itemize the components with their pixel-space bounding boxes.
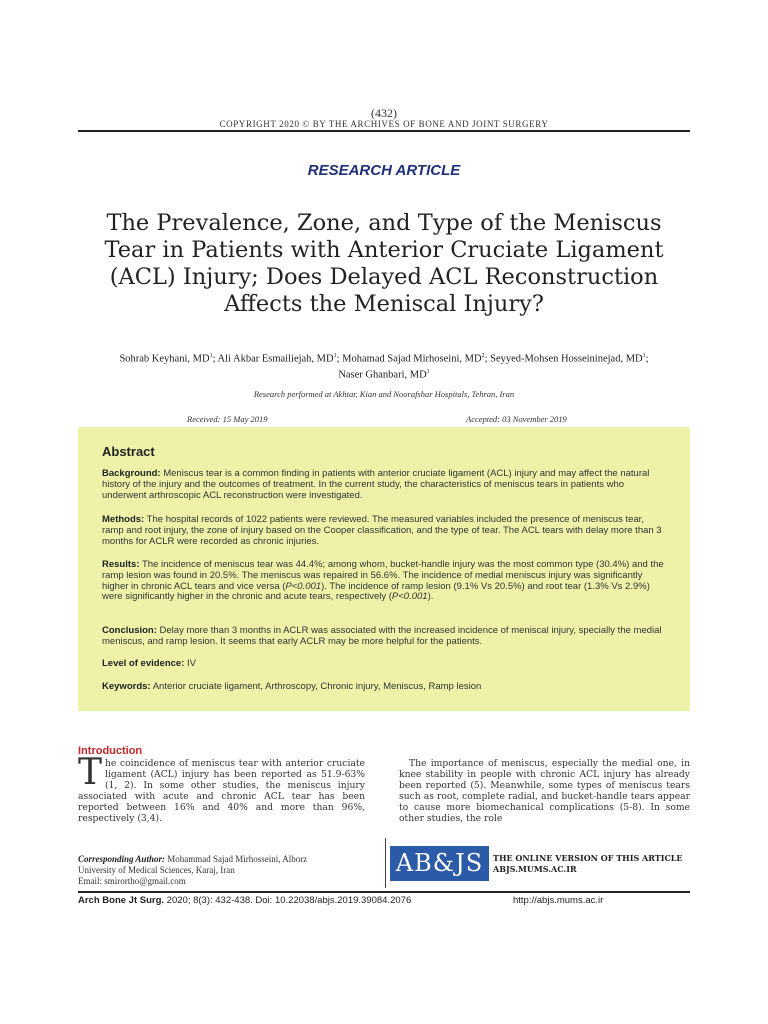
corresponding-email[interactable]: Email: smirortho@gmail.com <box>78 876 186 886</box>
research-affiliation: Research performed at Akhtar, Kian and Noorafshar Hospitals, Tehran, Iran <box>253 389 515 399</box>
journal-abbrev: Arch Bone Jt Surg. <box>78 895 165 906</box>
abstract-keywords <box>102 682 667 693</box>
results-text: ). <box>427 591 434 603</box>
received-date: Received: 15 May 2019 <box>187 414 268 424</box>
introduction-column-1 <box>78 752 365 824</box>
abstract-level-of-evidence <box>102 659 667 670</box>
author-affiliation-mark: 1 <box>642 353 646 359</box>
keywords-label: Keywords: <box>102 681 151 692</box>
level-text: IV <box>184 658 196 669</box>
level-label: Level of evidence: <box>102 658 185 669</box>
header-rule <box>78 130 690 132</box>
introduction-heading: Introduction <box>78 745 143 757</box>
p-value: P<0.001 <box>391 591 428 603</box>
online-version-label: THE ONLINE VERSION OF THIS ARTICLE <box>493 853 683 863</box>
author-separator: ; <box>645 353 649 365</box>
background-text: Meniscus tear is a common finding in patients with anterior cruciate ligament (ACL) injury and may affect the natural history of the injury and the outcomes of treatment. In the current study, the characteristics of meniscus tears in patients who underwent arthroscopic ACL reconstruction were investigated. <box>102 468 650 501</box>
results-text: ). The incidence of ramp lesion (9.1% Vs 20.5%) and root tear (1.3% Vs 2.9%) were significantly higher in the chronic and acute tears, respectively ( <box>102 580 650 603</box>
author-affiliation-mark: 1 <box>333 353 337 359</box>
citation-details[interactable]: 2020; 8(3): 432-438. Doi: 10.22038/abjs.2019.39084.2076 <box>164 895 412 906</box>
drop-cap: T <box>78 752 103 793</box>
p-value: P<0.001 <box>285 580 322 592</box>
author-affiliation-mark: 2 <box>481 353 485 359</box>
article-type: RESEARCH ARTICLE <box>307 162 461 179</box>
author-affiliation-mark: 1 <box>426 368 430 375</box>
keywords-text: Anterior cruciate ligament, Arthroscopy, Chronic injury, Meniscus, Ramp lesion <box>150 681 482 692</box>
author-separator: ; <box>336 353 343 365</box>
abstract-background <box>102 469 667 501</box>
corresponding-author <box>78 854 378 887</box>
column-divider <box>385 838 386 888</box>
corresponding-label: Corresponding Author: <box>78 854 165 864</box>
footer-citation <box>78 895 411 906</box>
author-name[interactable]: Naser Ghanbari, MD <box>338 369 427 380</box>
abstract-box <box>78 427 690 711</box>
author-name[interactable]: Sohrab Keyhani, MD <box>119 353 210 365</box>
methods-label: Methods: <box>102 514 145 525</box>
journal-url-link[interactable]: http://abjs.mums.ac.ir <box>513 895 604 906</box>
results-label: Results: <box>102 559 140 570</box>
methods-text: The hospital records of 1022 patients were reviewed. The measured variables included the presence of meniscus tear, ramp and root injury, the zone of injury based on the Cooper classification, and the type of tear. The ACL tears with delay more than 3 months for ACLR were recorded as chronic injuries. <box>102 514 662 547</box>
corresponding-name: Mohammad Sajad Mirhosseini, Alborz <box>164 854 308 864</box>
copyright-line: COPYRIGHT 2020 © BY THE ARCHIVES OF BONE AND JOINT SURGERY <box>219 119 549 129</box>
footer-rule <box>78 891 690 893</box>
author-separator: ; <box>484 353 491 365</box>
results-text: The incidence of meniscus tear was 44.4%; among whom, bucket-handle injury was the most common type (30.4%) and the ramp lesion was found in 20.5%. The meniscus was repaired in 56.6%. The incidence of medial meniscus injury was significantly higher in chronic ACL tears and vice versa ( <box>102 559 664 592</box>
abstract-results <box>102 560 667 603</box>
introduction-text: he coincidence of meniscus tear with anterior cruciate ligament (ACL) injury has been reported as 51.9-63% (1, 2). In some other studies, the meniscus injury associated with acute and chronic ACL tear has been reported between 16% and 40% and more than 96%, respectively (3,4). <box>78 758 365 824</box>
conclusion-text: Delay more than 3 months in ACLR was associated with the increased incidence of meniscal injury, specially the medial meniscus, and ramp lesion. It seems that early ACLR may be more helpful for the patients. <box>102 625 662 647</box>
abstract-heading: Abstract <box>102 444 155 459</box>
author-separator: ; <box>212 353 218 365</box>
author-name[interactable]: Ali Akbar Esmailiejah, MD <box>217 353 334 365</box>
author-name[interactable]: Mohamad Sajad Mirhoseini, MD <box>342 353 482 365</box>
corresponding-institution: University of Medical Sciences, Karaj, Iran <box>78 865 235 875</box>
author-affiliation-mark: 1 <box>209 353 213 359</box>
article-title: The Prevalence, Zone, and Type of the Meniscus Tear in Patients with Anterior Cruciate Ligament (ACL) Injury; Does Delayed ACL Reconstruction Affects the Meniscal Injury? <box>104 210 664 317</box>
conclusion-label: Conclusion: <box>102 625 157 636</box>
online-version-url[interactable]: ABJS.MUMS.AC.IR <box>493 864 577 874</box>
background-label: Background: <box>102 468 161 479</box>
abstract-methods <box>102 515 667 547</box>
author-name[interactable]: Seyyed-Mohsen Hosseininejad, MD <box>490 353 643 365</box>
introduction-column-2: The importance of meniscus, especially the medial one, in knee stability in people with chronic ACL injury has already been reported (5). Meanwhile, some types of meniscus tears such as root, complete radial, and bucket-handle tears appear to cause more biomechanical complications (5-8). In some other studies, the role <box>399 758 690 824</box>
online-version-note <box>493 853 683 875</box>
journal-logo: AB&JS <box>390 846 489 881</box>
page-number: (432) <box>371 106 397 120</box>
accepted-date: Accepted: 03 November 2019 <box>466 414 567 424</box>
author-list <box>80 350 688 381</box>
abstract-conclusion <box>102 626 667 648</box>
